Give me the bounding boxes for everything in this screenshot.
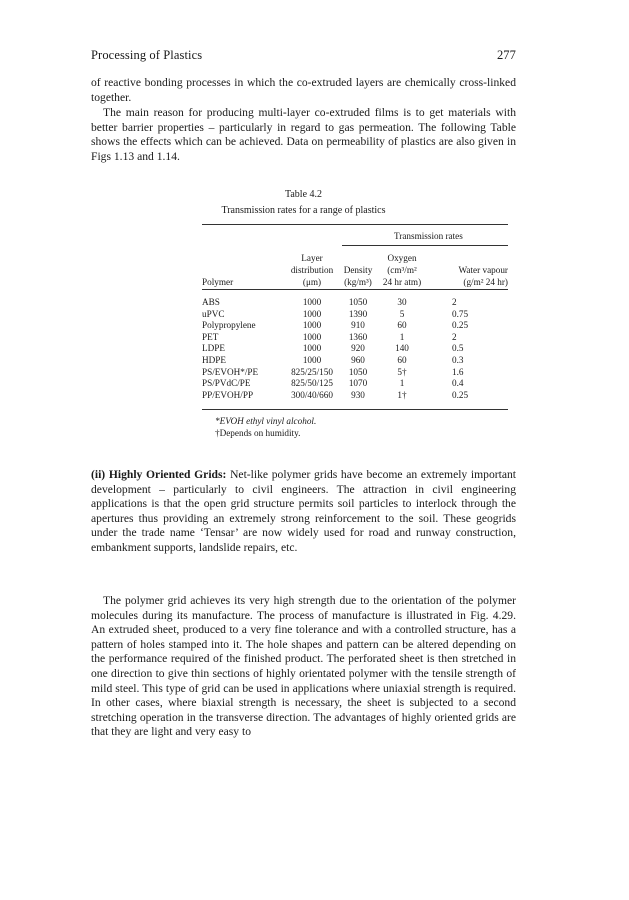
table-row <box>202 332 508 343</box>
paragraph-grid-strength: The polymer grid achieves its very high strength due to the orientation of the polymer molecules during its manufacture. The process of manufacture is illustrated in Fig. 4.29. An extruded sheet, produced to a very fine tolerance and with a controlled structure, has a pattern of holes stamped into it. The hole shapes and pattern can be altered depending on the performance required of the finished product. The perforated sheet is then stretched in one direction to give thin sections of highly orientated polymer with the tensile strength of mild steel. This type of grid can be used in applications where uniaxial strength is required. In other cases, where biaxial strength is necessary, the sheet is subjected to a second stretching operation in the transverse direction. The advantages of highly oriented grids are that they are light and very easy to <box>91 594 516 739</box>
cell-water: 0.25 <box>452 389 469 400</box>
footnote-humidity: †Depends on humidity. <box>215 428 301 438</box>
table-number: Table 4.2 <box>284 189 323 200</box>
cell-density: 1070 <box>348 378 368 389</box>
cell-polymer: LDPE <box>202 343 225 354</box>
cell-density: 1050 <box>348 366 368 377</box>
cell-polymer: uPVC <box>202 308 225 319</box>
header-layer-line1: Layer <box>301 253 323 263</box>
cell-density: 910 <box>351 320 365 331</box>
cell-oxygen: 5† <box>397 366 407 377</box>
cell-oxygen: 140 <box>395 343 409 354</box>
table-row <box>202 390 508 401</box>
header-water-vapour <box>434 264 508 288</box>
cell-polymer: PS/EVOH*/PE <box>202 366 259 377</box>
cell-layer: 1000 <box>302 343 322 354</box>
table-row <box>202 378 508 389</box>
footnote-evoh: *EVOH ethyl vinyl alcohol. <box>215 416 317 426</box>
header-layer-line2: distribution <box>290 265 334 275</box>
cell-layer: 1000 <box>302 308 322 319</box>
table-caption: Transmission rates for a range of plastics <box>221 205 386 216</box>
header-transmission-rates: Transmission rates <box>394 231 463 241</box>
cell-polymer: Polypropylene <box>202 320 256 331</box>
header-oxygen <box>370 252 434 288</box>
cell-water: 0.4 <box>452 378 464 389</box>
paragraph-oriented-grids-body: Net-like polymer grids have become an extremely important development – particularly to civil engineers. The attraction in civil engineering applications is that the open grid structure permits soil particles to interlock through the apertures thus providing an extremely strong reinforcement to the soil. These geogrids under the trade name ‘Tensar’ are now widely used for road and runway construction, embankment supports, landslide repairs, etc. <box>91 468 516 554</box>
cell-polymer: PET <box>202 331 219 342</box>
cell-water: 2 <box>452 331 457 342</box>
cell-density: 920 <box>351 343 365 354</box>
table-row <box>202 297 508 308</box>
cell-oxygen: 60 <box>397 355 407 365</box>
cell-oxygen: 60 <box>397 320 407 331</box>
header-water-line1: Water vapour <box>458 265 508 275</box>
header-density-line1: Density <box>343 265 373 275</box>
paragraph-oriented-grids <box>91 468 516 556</box>
paragraph-barrier-films: The main reason for producing multi-layer co-extruded films is to get materials with better barrier properties – particularly in regard to gas permeation. The following Table shows the effects which can be achieved. Data on permeability of plastics are also given in Figs 1.13 and 1.14. <box>91 106 516 163</box>
header-oxygen-line3: 24 hr atm) <box>382 277 422 287</box>
cell-density: 1050 <box>348 297 368 307</box>
cell-layer: 1000 <box>302 355 322 365</box>
table-row <box>202 343 508 354</box>
cell-layer: 1000 <box>302 331 322 342</box>
cell-polymer: PS/PVdC/PE <box>202 378 251 389</box>
cell-oxygen: 1 <box>399 378 405 389</box>
transmission-table <box>202 0 508 420</box>
header-oxygen-line2: (cm³/m² <box>387 265 417 275</box>
cell-water: 2 <box>452 297 457 307</box>
section-heading-oriented-grids: (ii) Highly Oriented Grids: <box>91 468 227 481</box>
cell-oxygen: 1† <box>397 389 407 400</box>
cell-water: 0.75 <box>452 308 469 319</box>
cell-polymer: HDPE <box>202 355 226 365</box>
cell-water: 0.5 <box>452 343 464 354</box>
cell-oxygen: 5 <box>399 308 405 319</box>
table-row <box>202 320 508 331</box>
cell-polymer: PP/EVOH/PP <box>202 389 254 400</box>
cell-oxygen: 30 <box>397 297 407 307</box>
cell-layer: 825/50/125 <box>291 378 333 389</box>
cell-density: 960 <box>351 355 365 365</box>
chapter-title: Processing of Plastics <box>91 48 203 62</box>
header-layer-line3: (μm) <box>302 277 322 287</box>
cell-density: 1360 <box>348 331 368 342</box>
cell-layer: 300/40/660 <box>291 389 333 400</box>
cell-water: 1.6 <box>452 366 464 377</box>
cell-oxygen: 1 <box>399 331 405 342</box>
table-row <box>202 355 508 366</box>
cell-water: 0.3 <box>452 355 464 365</box>
header-polymer: Polymer <box>202 277 234 287</box>
header-water-line2: (g/m² 24 hr) <box>463 277 508 287</box>
header-oxygen-line1: Oxygen <box>387 253 417 263</box>
cell-layer: 825/25/150 <box>291 366 333 377</box>
cell-layer: 1000 <box>302 297 322 307</box>
cell-polymer: ABS <box>202 297 220 307</box>
cell-water: 0.25 <box>452 320 469 331</box>
header-density-line2: (kg/m³) <box>344 277 372 287</box>
page-number: 277 <box>496 48 516 62</box>
cell-density: 930 <box>351 389 365 400</box>
table-row <box>202 309 508 320</box>
cell-density: 1390 <box>348 308 368 319</box>
table-row <box>202 367 508 378</box>
paragraph-continuation: of reactive bonding processes in which the co-extruded layers are chemically cross-linked together. <box>91 76 516 104</box>
cell-layer: 1000 <box>302 320 322 331</box>
